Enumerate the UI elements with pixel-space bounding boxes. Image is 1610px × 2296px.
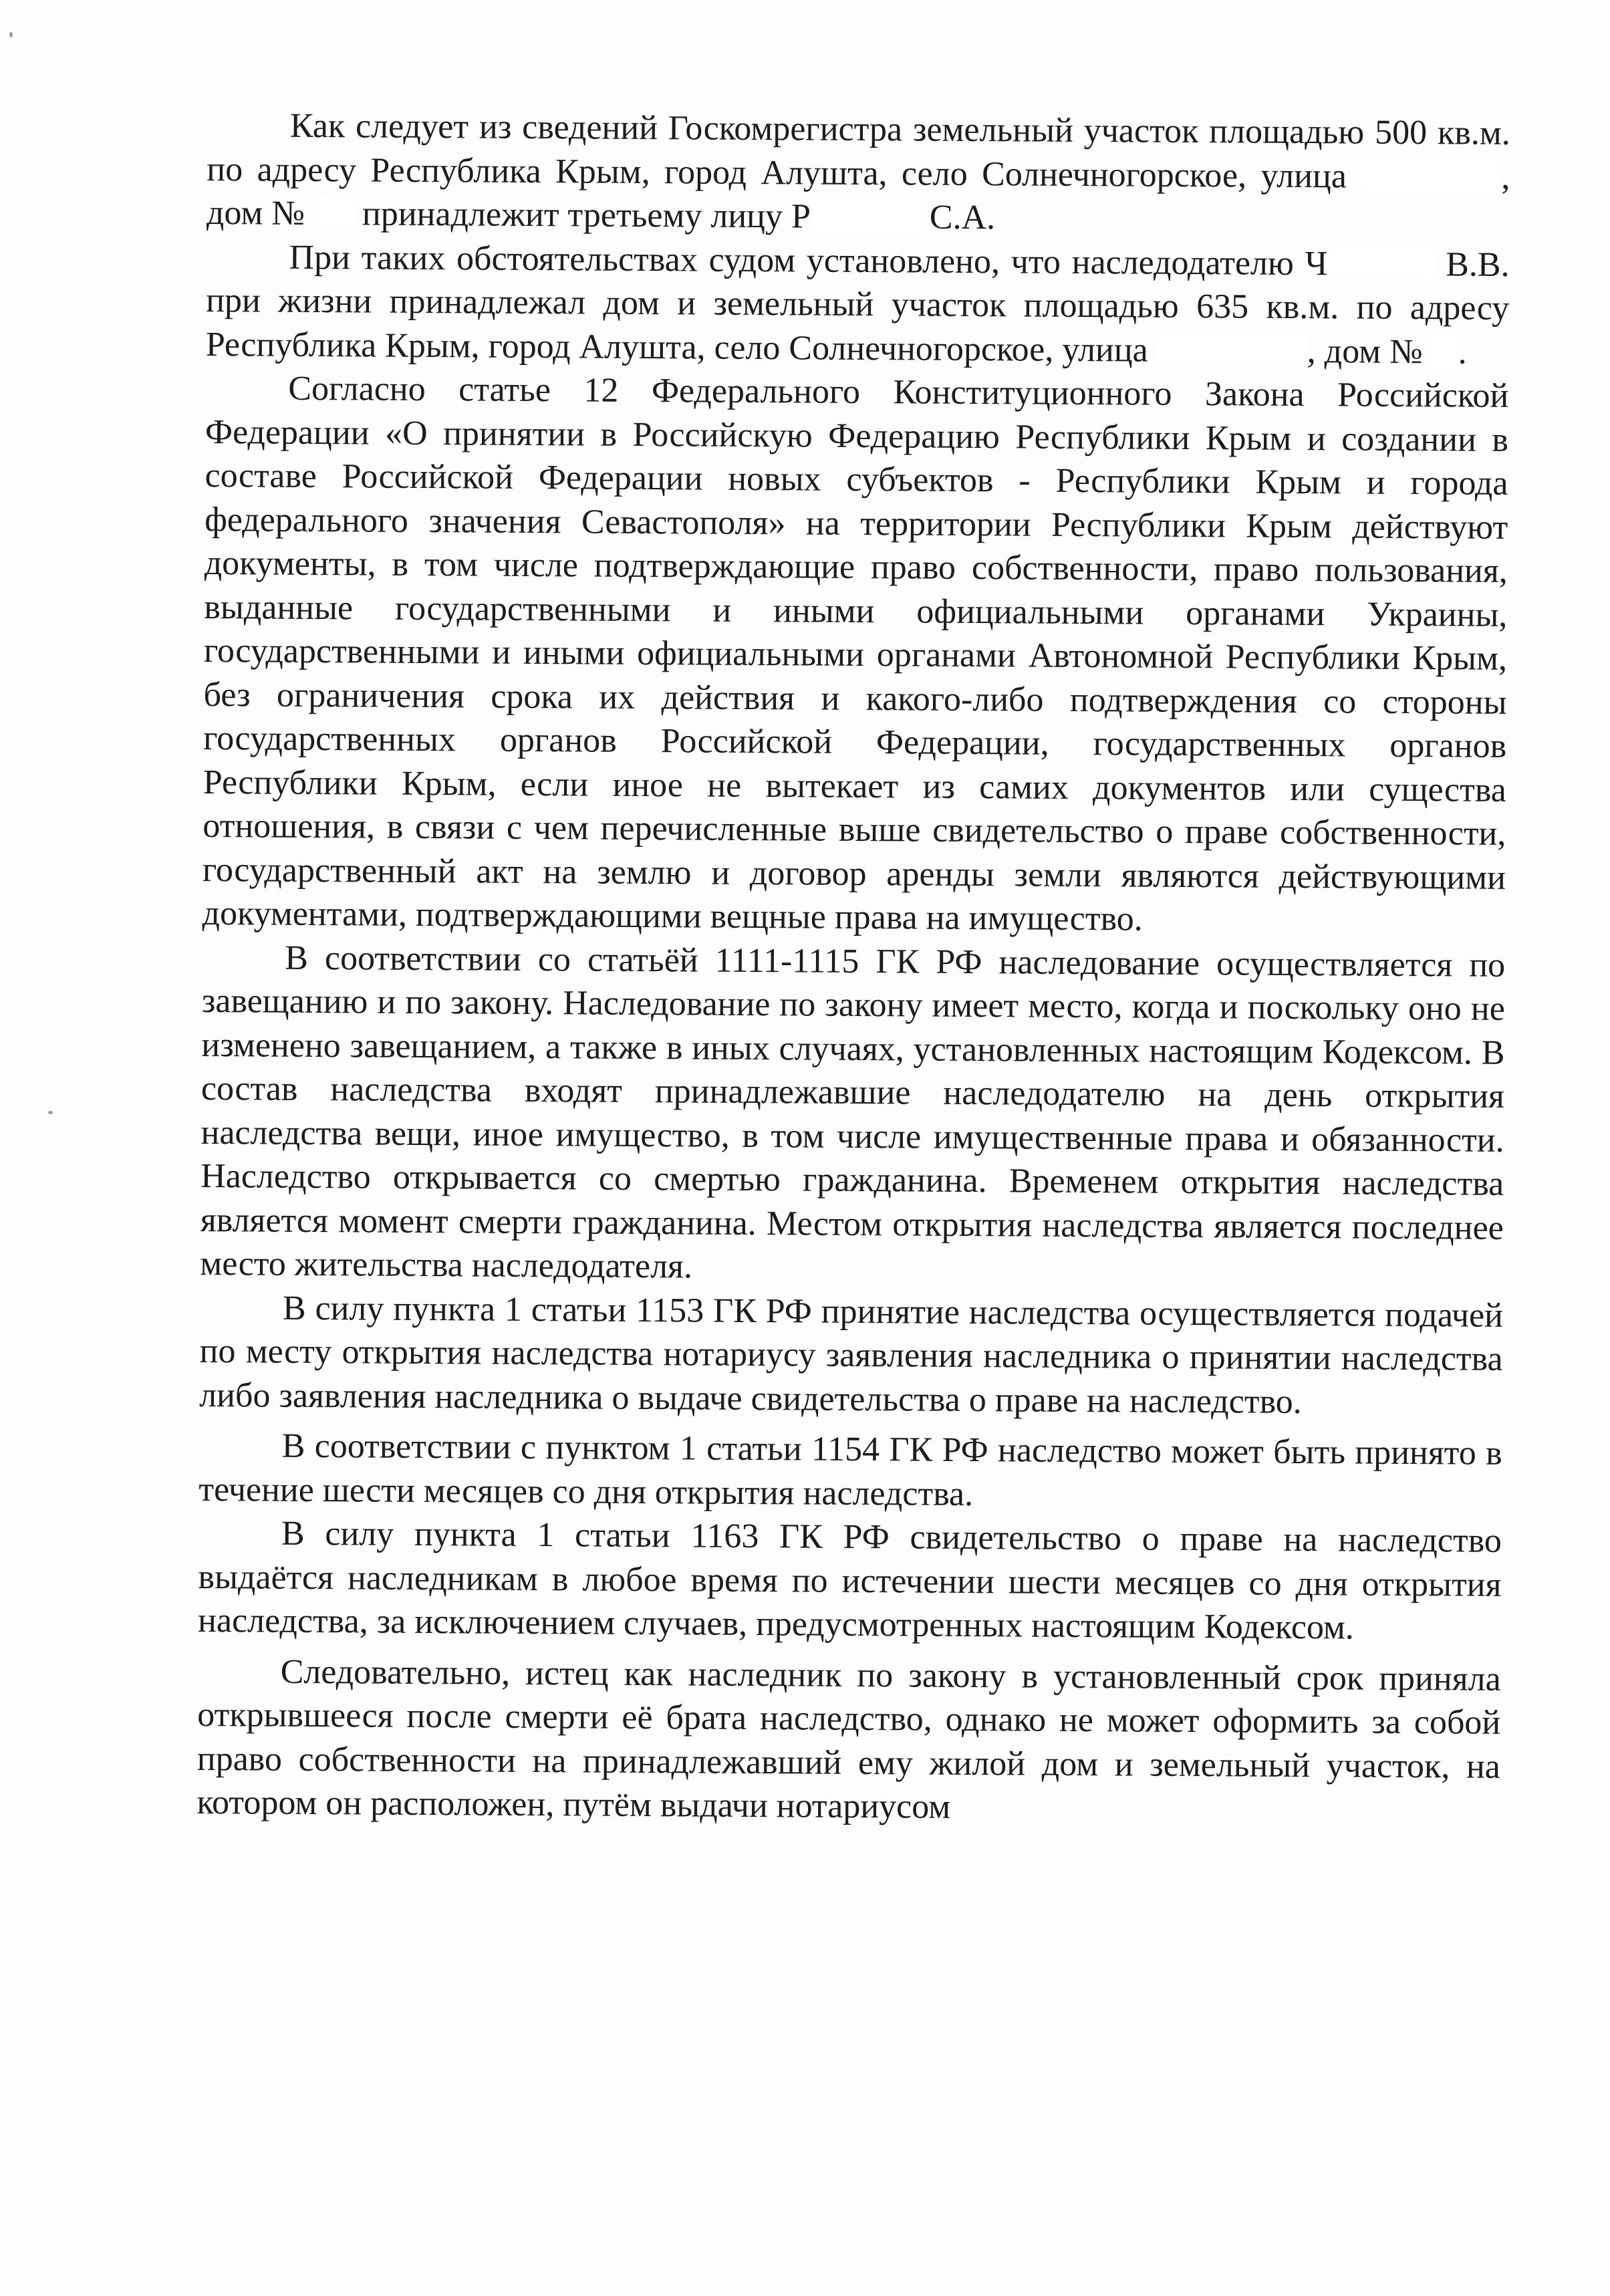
redacted-surname (1327, 245, 1434, 279)
paragraph-land-registry (207, 104, 1510, 243)
text-segment: При таких обстоятельствах судом установлено, что наследодателю Ч (289, 238, 1328, 283)
paragraph-inheritance-articles: В соответствии со статьёй 1111-1115 ГК РФ наследование осуществляется по завещанию и по закону. Наследование по закону имеет место, когда и поскольку оно не изменено завещанием, а также в иных случаях, установленных настоящим Кодексом. В состав наследства входят принадлежавшие наследодателю на день открытия наследства вещи, иное имущество, в том числе имущественные права и обязанности. Наследство открывается со смертью гражданина. Временем открытия наследства является момент смерти гражданина. Местом открытия наследства является последнее место жительства наследодателя. (200, 938, 1506, 1286)
text-segment: В.В. при жизни принадлежал дом и земельный участок площадью 635 кв.м. по адресу Республика Крым, город Алушта, село Солнечногорское, улица (205, 245, 1510, 370)
paragraph-federal-law: Согласно статье 12 Федерального Конституционного Закона Российской Федерации «О принятии в Российскую Федерацию Республики Крым и создании в составе Российской Федерации новых субъектов - Республики Крым и города федерального значения Севастополя» на территории Республики Крым действуют документы, в том числе подтверждающие право собственности, право пользования, выданные государственными и иными официальными органами Украины, государственными и иными официальными органами Автономной Республики Крым, без ограничения срока их действия и какого-либо подтверждения со стороны государственных органов Российской Федерации, государственных органов Республики Крым, если иное не вытекает из самих документов или существа отношения, в связи с чем перечисленные выше свидетельство о праве собственности, государственный акт на землю и договор аренды земли являются действующими документами, подтверждающими вещные права на имущество. (202, 369, 1509, 938)
redacted-street (1361, 158, 1501, 192)
paragraph-article-1154: В соответствии с пунктом 1 статьи 1154 ГК РФ наследство может быть принято в течение шести месяцев со дня открытия наследства. (198, 1426, 1502, 1513)
redacted-surname (811, 199, 921, 233)
scan-speck (48, 1111, 53, 1114)
paragraph-article-1163: В силу пункта 1 статьи 1163 ГК РФ свидетельство о праве на наследство выдаётся наследникам в любое время по истечении шести месяцев со дня открытия наследства, за исключением случаев, предусмотренных настоящим Кодексом. (197, 1514, 1502, 1647)
paragraph-conclusion: Следовательно, истец как наследник по закону в установленный срок приняла открывшееся после смерти её брата наследство, однако не может оформить за собой право собственности на принадлежавший ему жилой дом и земельный участок, на котором он расположен, путём выдачи нотариусом (196, 1652, 1501, 1826)
text-segment: , дом № (1307, 332, 1432, 371)
paragraph-court-finding (206, 235, 1510, 374)
text-segment: принадлежит третьему лицу Р (353, 195, 811, 236)
paragraph-article-1153: В силу пункта 1 статьи 1153 ГК РФ принятие наследства осуществляется подачей по месту открытия наследства нотариусу заявления наследника о принятии наследства либо заявления наследника о выдаче свидетельства о праве на наследство. (199, 1289, 1504, 1421)
text-segment: Как следует из сведений Госкомрегистра земельный участок площадью 500 кв.м. по адресу Республика Крым, город Алушта, село Солнечногорское, улица (207, 106, 1510, 196)
text-segment: . (1458, 332, 1467, 372)
document-body (196, 104, 1510, 1832)
scan-speck (9, 32, 13, 37)
redacted-house-number (313, 195, 354, 229)
text-segment: , дом № (206, 158, 1510, 233)
redacted-street (1157, 332, 1307, 366)
redacted-house-number (1432, 334, 1458, 367)
text-segment: С.А. (920, 198, 996, 237)
